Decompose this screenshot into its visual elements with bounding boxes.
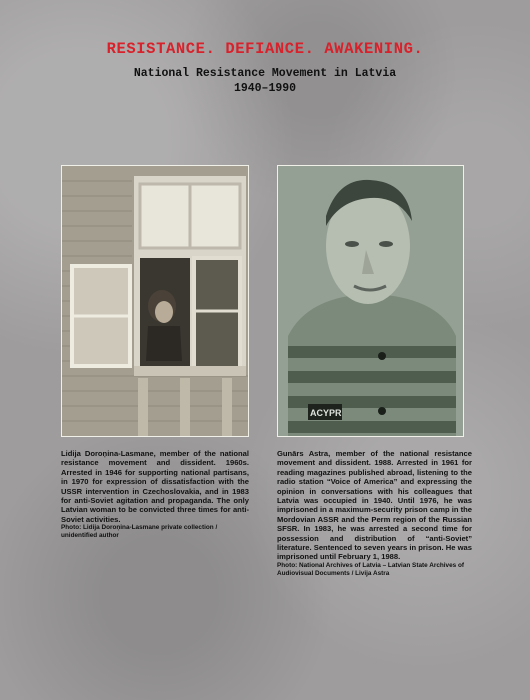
header	[0, 40, 530, 96]
caption-right-text: Gunārs Astra, member of the national resistance movement and dissident. 1988. Arrested in 1961 for reading magazines published abroad, listening to the radio station “Voice of America” and expressing the opinion in conversations with his colleagues that Latvia was occupied in 1940. Until 1976, he was imprisoned in a maximum-security prison camp in the Mordovian ASSR and the Perm region of the Russian SFSR. In 1983, he was arrested a second time for possession and distribution of “anti-Soviet” literature. Sentenced to seven years in prison. He was imprisoned until February 1, 1988.	[277, 449, 472, 562]
photo-gunars-astra	[277, 165, 464, 437]
uniform-patch-text: ACYPR	[310, 408, 342, 418]
caption-left-credit: Photo: Lidija Doroņina-Lasmane private collection / unidentified author	[61, 524, 218, 540]
page-title: RESISTANCE. DEFIANCE. AWAKENING.	[106, 40, 424, 58]
caption-right-credit: Photo: National Archives of Latvia – Latvian State Archives of Audiovisual Documents / Livija Astra	[277, 561, 465, 578]
photo-lidija-doronina-lasmane	[61, 165, 249, 437]
window-photo-illustration	[62, 166, 248, 436]
caption-left-text: Lidija Doroņina-Lasmane, member of the national resistance movement and dissident. 1960s. Arrested in 1946 for supporting national partisans, in 1970 for expression of dissatisfaction with the USSR intervention in Czechoslovakia, and in 1983 for anti-Soviet agitation and propaganda. The only Latvian woman to be convicted three times for anti-Soviet activities.	[61, 449, 249, 524]
subtitle-text: National Resistance Movement in Latvia	[133, 67, 397, 80]
caption-right	[277, 449, 472, 578]
portrait-photo-illustration	[278, 166, 463, 436]
subtitle-years: 1940–1990	[233, 82, 297, 95]
page-subtitle	[0, 66, 530, 96]
caption-left	[61, 449, 249, 541]
